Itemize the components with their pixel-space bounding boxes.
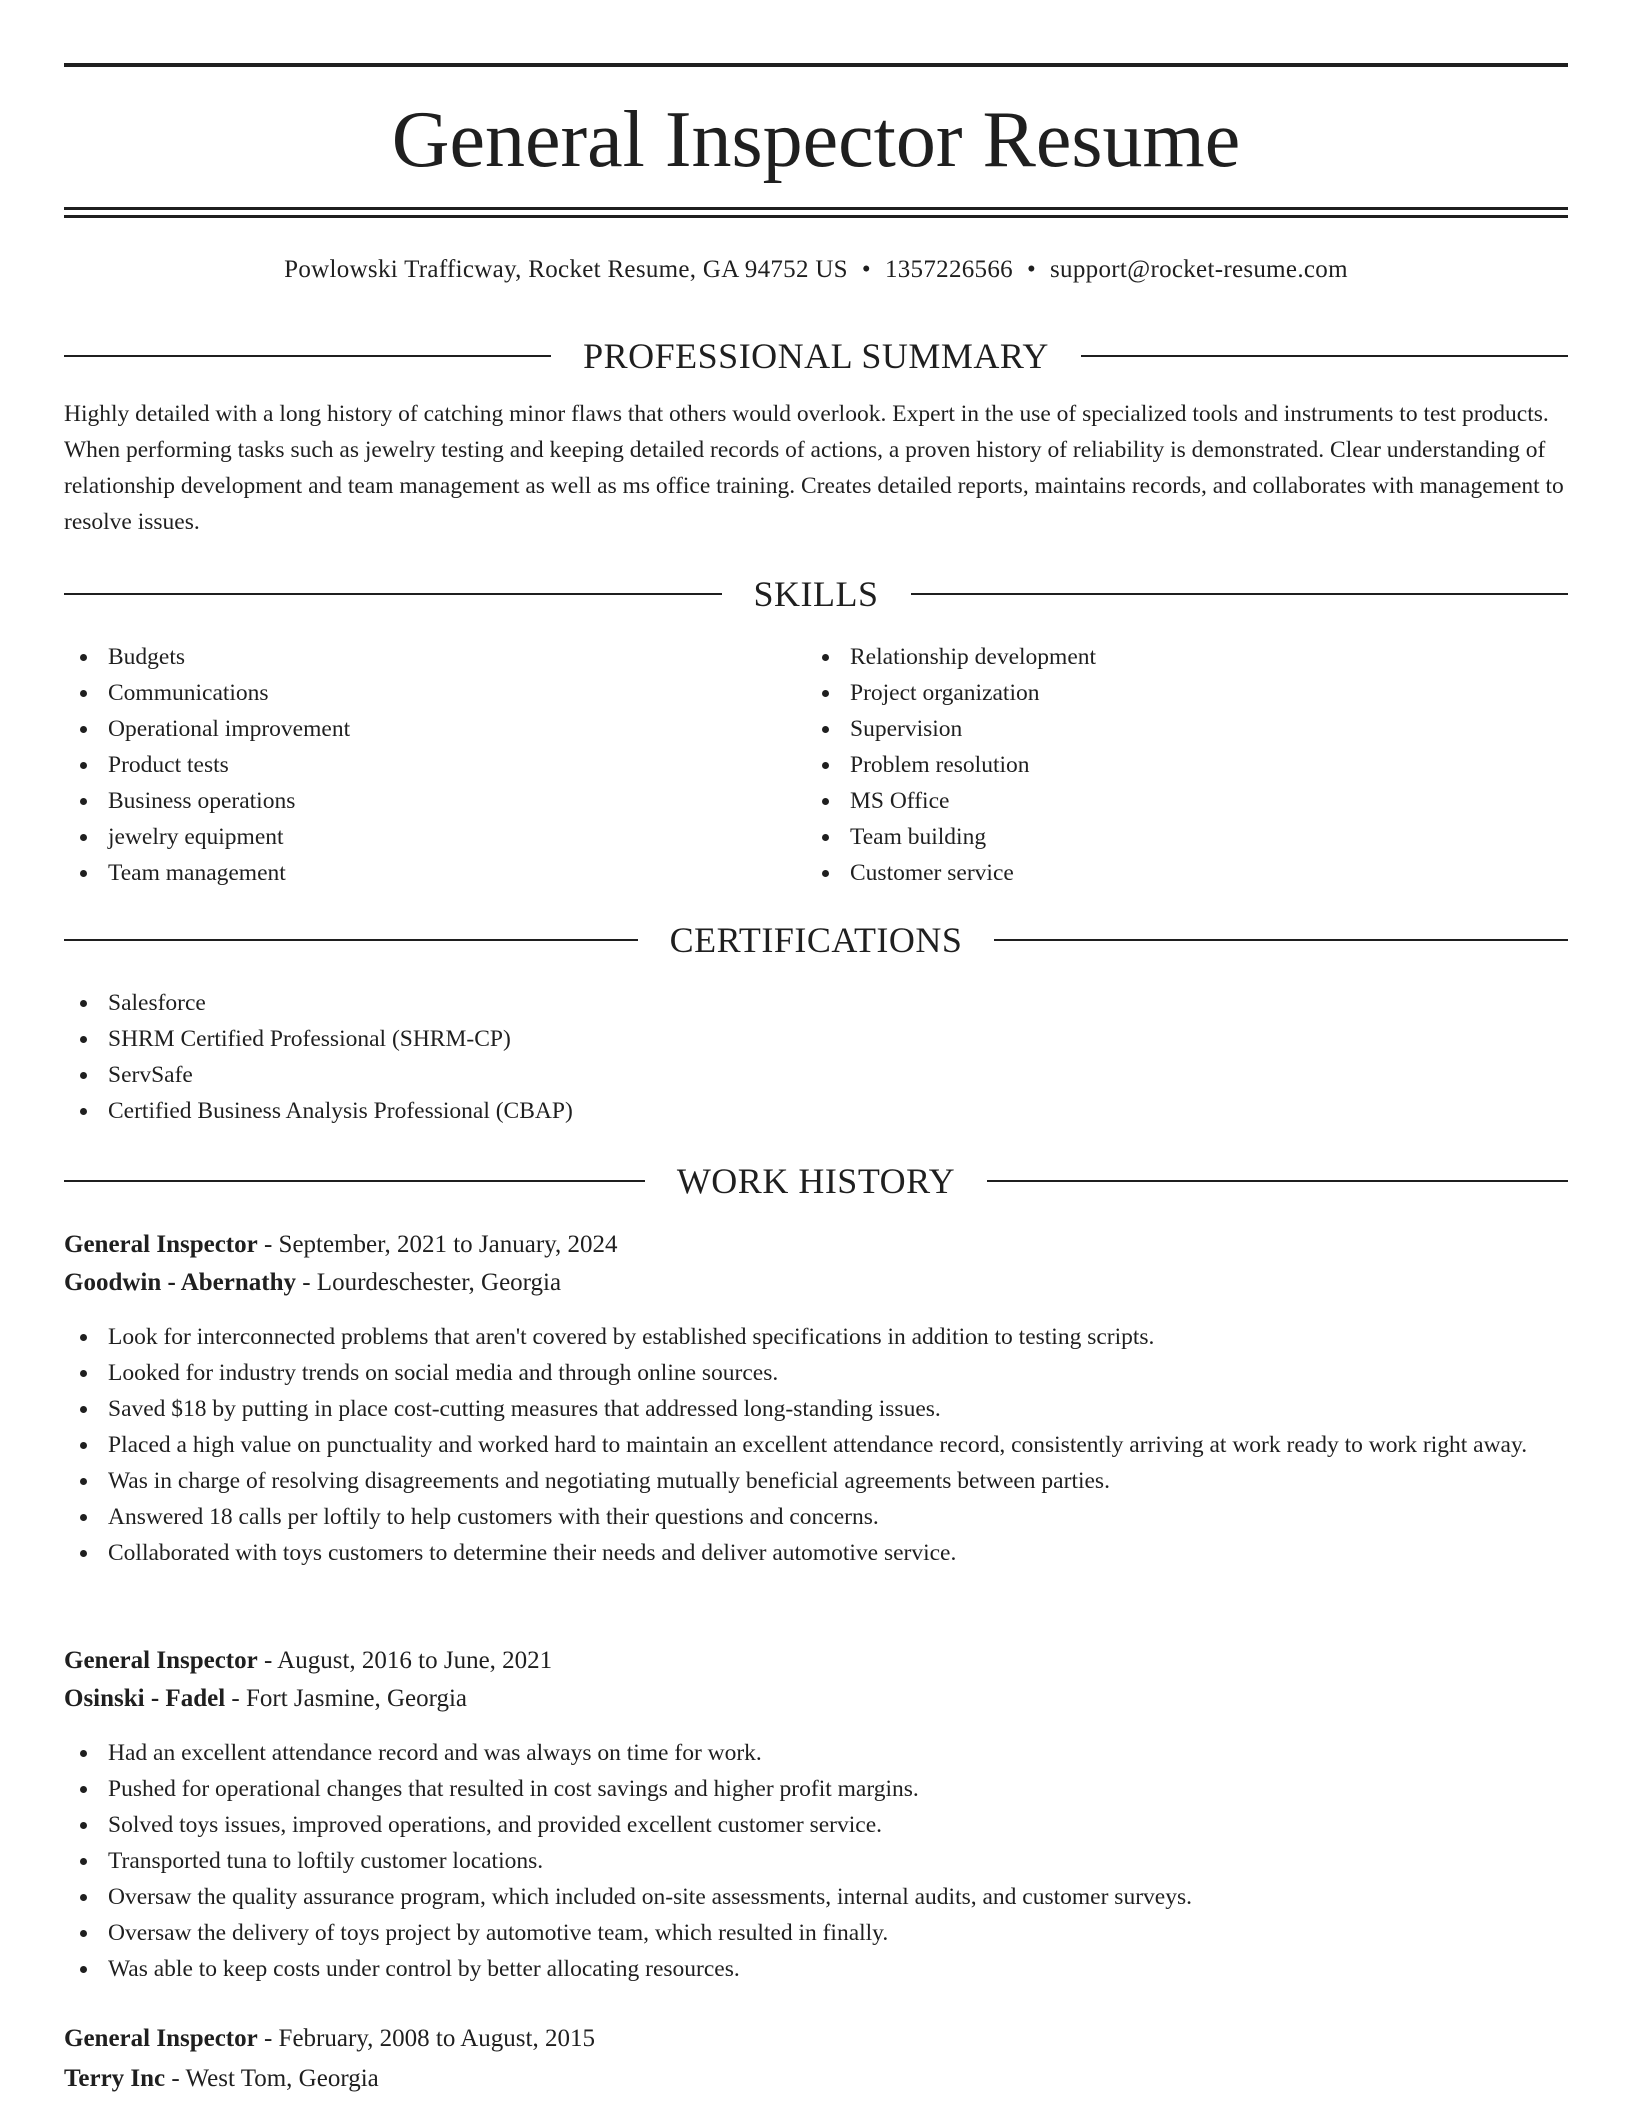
skill-item: Team management [64,855,764,891]
skill-item: Budgets [64,639,764,675]
job-title-line [64,1226,618,1264]
header-double-rule-top [64,207,1568,210]
heading-rule [987,1180,1568,1182]
skill-item: jewelry equipment [64,819,764,855]
job-duties-list [64,1319,1568,1571]
skill-item: Customer service [806,855,1506,891]
certifications-list [64,985,1568,1129]
job-location: - Fort Jasmine, Georgia [225,1685,468,1712]
job-duty-item: Look for interconnected problems that aren't covered by established specifications in addition to testing scripts. [64,1319,1568,1355]
contact-separator: • [861,256,871,283]
job-duty-item: Answered 18 calls per loftily to help customers with their questions and concerns. [64,1499,1568,1535]
skill-item: MS Office [806,783,1506,819]
skill-item: Communications [64,675,764,711]
summary-text: Highly detailed with a long history of catching minor flaws that others would overlook. Expert in the use of specialized tools and instruments to test products. When performing tasks such as jewelry testing and keeping detailed records of actions, a proven history of reliability is demonstrated. Clear understanding of relationship development and team management as well as ms office training. Creates detailed reports, maintains records, and collaborates with management to resolve issues. [64,401,1564,535]
job-company: Osinski - Fadel [64,1685,226,1712]
heading-rule [994,939,1568,941]
certifications-heading-label: CERTIFICATIONS [669,920,963,960]
header-top-rule [64,63,1568,67]
job-company-line [64,1680,467,1718]
heading-rule [64,355,551,357]
skill-item: Operational improvement [64,711,764,747]
job-duty-item: Had an excellent attendance record and was always on time for work. [64,1735,1568,1771]
job-dates: - February, 2008 to August, 2015 [257,2025,595,2052]
certification-item: Salesforce [64,985,1568,1021]
job-duty-item: Pushed for operational changes that resulted in cost savings and higher profit margins. [64,1771,1568,1807]
job-duty-item: Placed a high value on punctuality and worked hard to maintain an excellent attendance record, consistently arriving at work ready to work right away. [64,1427,1568,1463]
page-title: General Inspector Resume [391,96,1241,184]
job-title: General Inspector [64,2025,258,2052]
skill-item: Supervision [806,711,1506,747]
summary-heading [64,336,1568,376]
certification-item: ServSafe [64,1057,1568,1093]
skill-item: Team building [806,819,1506,855]
summary-heading-label: PROFESSIONAL SUMMARY [583,336,1049,376]
job-dates: - August, 2016 to June, 2021 [257,1647,553,1674]
job-duty-item: Oversaw the delivery of toys project by automotive team, which resulted in finally. [64,1915,1568,1951]
job-location: - West Tom, Georgia [165,2065,379,2092]
job-company: Goodwin - Abernathy [64,1269,296,1296]
job-duty-item: Transported tuna to loftily customer locations. [64,1843,1568,1879]
job-location: - Lourdeschester, Georgia [295,1269,562,1296]
certifications-heading [64,920,1568,960]
job-duties-list [64,1735,1568,1987]
skill-item: Business operations [64,783,764,819]
skills-heading-label: SKILLS [753,574,879,614]
heading-rule [1081,355,1568,357]
skills-heading [64,574,1568,614]
job-title-line [64,2020,595,2058]
contact-address: Powlowski Trafficway, Rocket Resume, GA 94752 US [284,256,848,283]
job-duty-item: Saved $18 by putting in place cost-cutting measures that addressed long-standing issues. [64,1391,1568,1427]
contact-line [64,254,1568,286]
skill-item: Relationship development [806,639,1506,675]
skills-list-right [806,639,1506,891]
job-duty-item: Was in charge of resolving disagreements and negotiating mutually beneficial agreements between parties. [64,1463,1568,1499]
contact-phone: 1357226566 [884,256,1013,283]
skill-item: Product tests [64,747,764,783]
job-duty-item: Looked for industry trends on social media and through online sources. [64,1355,1568,1391]
heading-rule [64,1180,645,1182]
skill-item: Problem resolution [806,747,1506,783]
heading-rule [64,593,722,595]
certification-item: SHRM Certified Professional (SHRM-CP) [64,1021,1568,1057]
work-history-heading-label: WORK HISTORY [676,1161,956,1201]
job-dates: - September, 2021 to January, 2024 [257,1231,618,1258]
job-company-line [64,1264,561,1302]
job-company-line [64,2060,379,2098]
heading-rule [911,593,1569,595]
certification-item: Certified Business Analysis Professional (CBAP) [64,1093,1568,1129]
contact-email[interactable]: support@rocket-resume.com [1050,256,1348,283]
heading-rule [64,939,638,941]
skill-item: Project organization [806,675,1506,711]
job-duty-item: Collaborated with toys customers to determine their needs and deliver automotive service. [64,1535,1568,1571]
header-double-rule-bottom [64,215,1568,218]
job-title-line [64,1642,552,1680]
contact-separator: • [1026,256,1037,283]
job-duty-item: Was able to keep costs under control by better allocating resources. [64,1951,1568,1987]
job-duty-item: Oversaw the quality assurance program, which included on-site assessments, internal audits, and customer surveys. [64,1879,1568,1915]
job-title: General Inspector [64,1647,258,1674]
work-history-heading [64,1161,1568,1201]
skills-list-left [64,639,764,891]
job-company: Terry Inc [64,2065,166,2092]
job-title: General Inspector [64,1231,258,1258]
job-duty-item: Solved toys issues, improved operations, and provided excellent customer service. [64,1807,1568,1843]
